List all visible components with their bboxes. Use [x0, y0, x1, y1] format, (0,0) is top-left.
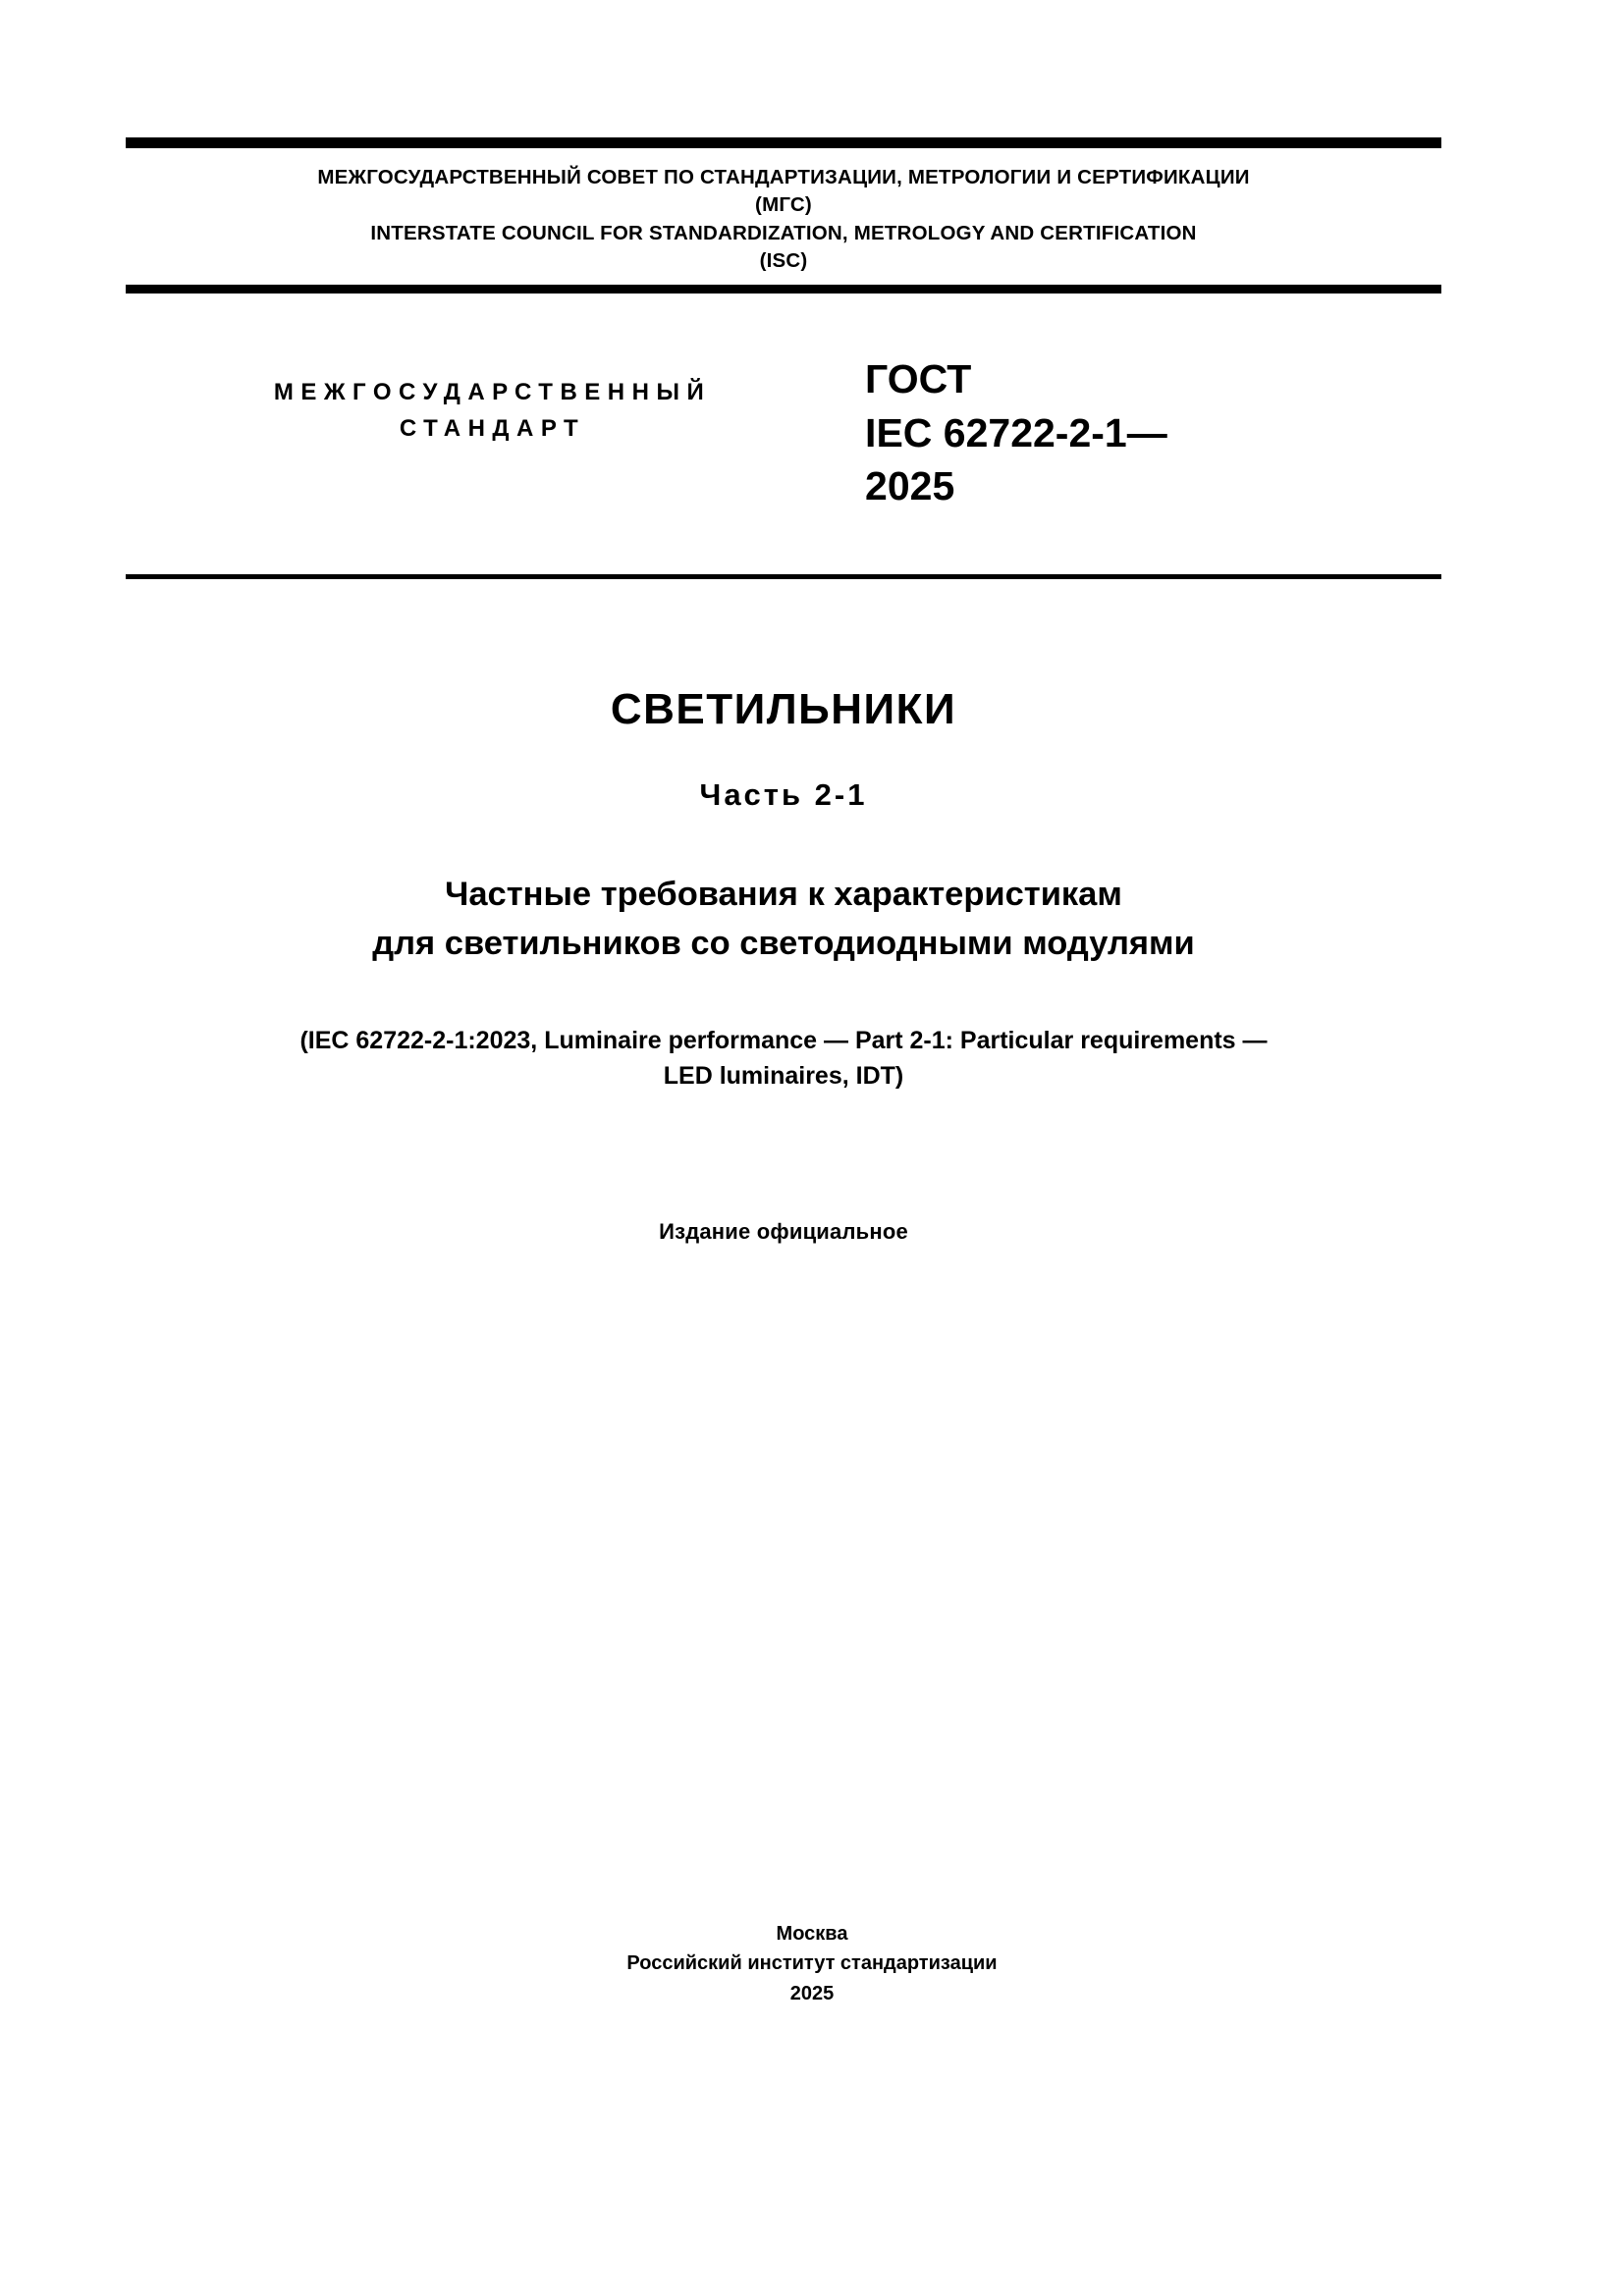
footer-publisher: Российский институт стандартизации — [626, 1952, 998, 1975]
document-subtitle — [126, 870, 1441, 968]
equivalence-note-line2: LED luminaires, IDT) — [663, 1061, 904, 1090]
edition-note: Издание официальное — [659, 1219, 908, 1245]
footer-year: 2025 — [789, 1982, 835, 2004]
footer-city: Москва — [776, 1923, 848, 1945]
council-name-en: INTERSTATE COUNCIL FOR STANDARDIZATION, METROLOGY AND CERTIFICATION — [370, 221, 1197, 244]
page-footer — [0, 1919, 1624, 2008]
equivalence-note-line1: (IEC 62722-2-1:2023, Luminaire performance — Part 2-1: Particular requirements — — [299, 1026, 1268, 1054]
standard-number-line3: 2025 — [865, 463, 955, 509]
council-header — [126, 148, 1441, 285]
header-bottom-rule — [126, 285, 1441, 294]
standard-type-block — [126, 352, 859, 447]
standard-number-block — [859, 352, 1441, 513]
council-abbr-en: (ISC) — [759, 248, 808, 272]
standard-number-line2: IEC 62722-2-1— — [865, 409, 1167, 455]
document-subtitle-line1: Частные требования к характеристикам — [445, 875, 1122, 913]
page-content — [126, 137, 1441, 1245]
document-part: Часть 2-1 — [699, 776, 868, 812]
council-abbr-ru: (МГС) — [755, 193, 812, 217]
document-title: СВЕТИЛЬНИКИ — [610, 684, 957, 733]
standard-designation-row — [126, 294, 1441, 574]
equivalence-note — [126, 1023, 1441, 1095]
council-name-ru: МЕЖГОСУДАРСТВЕННЫЙ СОВЕТ ПО СТАНДАРТИЗАЦИИ, МЕТРОЛОГИИ И СЕРТИФИКАЦИИ — [317, 166, 1250, 188]
standard-type-line2: СТАНДАРТ — [399, 415, 586, 443]
title-block — [126, 579, 1441, 1246]
standard-type-line1: МЕЖГОСУДАРСТВЕННЫЙ — [273, 379, 712, 406]
document-subtitle-line2: для светильников со светодиодными модулями — [372, 924, 1195, 962]
standard-number-line1: ГОСТ — [865, 356, 972, 402]
top-rule — [126, 137, 1441, 148]
